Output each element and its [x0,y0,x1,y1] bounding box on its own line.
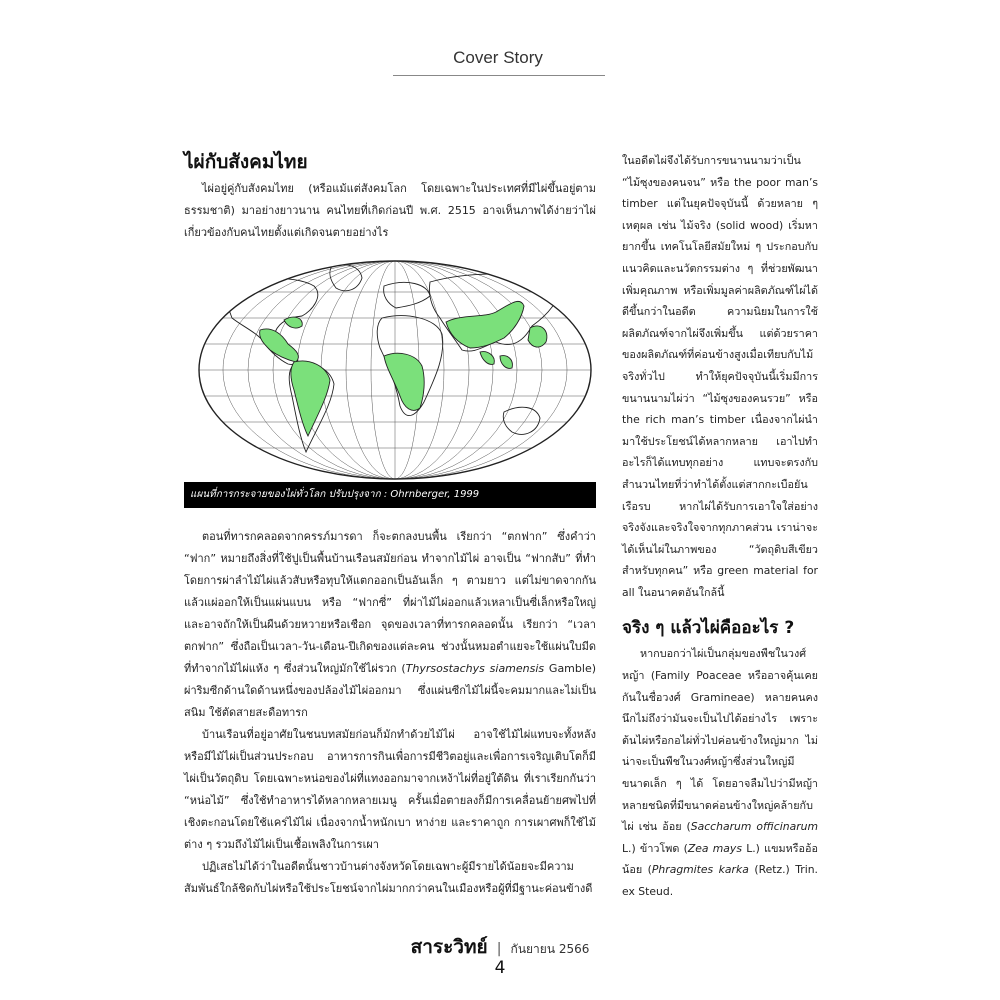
species-name: Zea mays [687,841,742,855]
section-rule [393,75,605,76]
species-name: Saccharum officinarum [690,820,818,834]
section-label: Cover Story [453,48,543,67]
intro-paragraph: ไผ่อยู่คู่กับสังคมไทย (หรือแม้แต่สังคมโลก โดยเฉพาะในประเทศที่มีไผ่ขึ้นอยู่ตามธรรมชาติ) มาอย่างยาวนาน คนไทยที่เกิดก่อนปี พ.ศ. 2515 อาจเห็นภาพได้ง่ายว่าไผ่เกี่ยวข้องกับคนไทยตั้งแต่เกิดจนตายอย่างไร [184,182,596,239]
map-caption: แผนที่การกระจายของไผ่ทั่วโลก ปรับปรุงจาก : Ohrnberger, 1999 [184,482,596,508]
footer-separator: | [496,941,502,957]
paragraph-grass-family: หากบอกว่าไผ่เป็นกลุ่มของพืชในวงศ์หญ้า (Family Poaceae หรืออาจคุ้นเคยกันในชื่อวงศ์ Gramineae) หลายคนคงนึกไม่ถึงว่ามันจะเป็นไปได้อย่างไร เพราะต้นไผ่หรือกอไผ่ทั่วไปค่อนข้างใหญ่มาก ไม่น่าจะเป็นพืชในวงศ์หญ้าซึ่งส่วนใหญ่มีขนาดเล็ก ๆ ได้ โดยอาจลืมไปว่ามีหญ้าหลายชนิดที่มีขนาดค่อนข้างใหญ่คล้ายกับไผ่ เช่น อ้อย (Saccharum officinarum L.) ข้าวโพด (Zea mays L.) แขมหรืออ้อน้อย (Phragmites karka (Retz.) Trin. ex Steud. [622,647,818,898]
left-column [184,150,596,900]
paragraph-birth: ตอนที่ทารกคลอดจากครรภ์มารดา ก็จะตกลงบนพื้น เรียกว่า “ตกฟาก” ซึ่งคำว่า “ฟาก” หมายถึงสิ่งที่ใช้ปูเป็นพื้นบ้านเรือนสมัยก่อน ทำจากไม้ไผ่ อาจเป็น “ฟากสับ” ที่ทำโดยการผ่าลำไม้ไผ่แล้วสับหรือทุบให้แตกออกเป็นอันเล็ก ๆ ตามยาว แต่ไม่ขาดจากกัน แล้วแผ่ออกให้เป็นแผ่นแบน หรือ “ฟากซี่” ที่ผ่าไม้ไผ่ออกแล้วเหลาเป็นซี่เล็กหรือใหญ่ และอาจถักให้เป็นผืนด้วยหวายหรือเชือก จุดของเวลาที่ทารกคลอดนั้น เรียกว่า “เวลาตกฟาก” ซึ่งถือเป็นเวลา-วัน-เดือน-ปีเกิดของแต่ละคน ช่วงนั้นหมอตำแยจะใช้แผ่นใบมีดที่ทำจากไม้ไผ่แห้ง ๆ ซึ่งส่วนใหญ่มักใช้ไผ่รวก (Thyrsostachys siamensis Gamble) ผ่าริมซีกด้านใดด้านหนึ่งของปล้องไม้ไผ่ออกมา ซึ่งแผ่นซีกไม้ไผ่นี้จะคมมากและไม่เป็นสนิม ใช้ตัดสายสะดือทารก [184,530,596,719]
world-map-figure [184,256,596,482]
paragraph-life: บ้านเรือนที่อยู่อาศัยในชนบทสมัยก่อนก็มักทำด้วยไม้ไผ่ อาจใช้ไม้ไผ่แทบจะทั้งหลังหรือมีไม้ไผ่เป็นส่วนประกอบ อาหารการกินเพื่อการมีชีวิตอยู่และเพื่อการเจริญเติบโตก็มีไผ่เป็นวัตถุดิบ โดยเฉพาะหน่อของไผ่ที่แทงออกมาจากเหง้าไผ่ที่อยู่ใต้ดิน ที่เราเรียกกันว่า “หน่อไม้” ซึ่งใช้ทำอาหารได้หลากหลายเมนู ครั้นเมื่อตายลงก็มีการเคลื่อนย้ายศพไปที่เชิงตะกอนโดยใช้แคร่ไม้ไผ่ เนื่องจากน้ำหนักเบา หาง่าย และราคาถูก การเผาศพก็ใช้ไม้ต่าง ๆ รวมถึงไม้ไผ่เป็นเชื้อเพลิงในการเผา [184,728,596,851]
right-column [622,150,818,903]
page-number: 4 [494,958,506,978]
species-name: Phragmites karka [651,863,749,877]
bamboo-distribution-map [184,256,596,482]
species-name: Thyrsostachys siamensis [405,662,545,675]
article-title: ไผ่กับสังคมไทย [184,151,308,173]
section-heading: จริง ๆ แล้วไผ่คืออะไร ? [622,618,795,639]
paragraph-rural: ปฏิเสธไม่ได้ว่าในอดีตนั้นชาวบ้านต่างจังหวัดโดยเฉพาะผู้มีรายได้น้อยจะมีความสัมพันธ์ใกล้ชิดกับไผ่หรือใช้ประโยชน์จากไผ่มากกว่าคนในเมืองหรือผู้ที่มีฐานะค่อนข้างดี [184,860,593,895]
magazine-name: สาระวิทย์ [410,936,488,958]
paragraph-timber: ในอดีตไผ่จึงได้รับการขนานนามว่าเป็น “ไม้ซุงของคนจน” หรือ the poor man’s timber แต่ในยุคปัจจุบันนี้ ด้วยหลาย ๆ เหตุผล เช่น ไม้จริง (solid wood) เริ่มหายากขึ้น เทคโนโลยีสมัยใหม่ ๆ ประกอบกับแนวคิดและนวัตกรรมต่าง ๆ ที่ช่วยพัฒนาเพิ่มคุณภาพ หรือเพิ่มมูลค่าผลิตภัณฑ์ไผ่ได้ดีขึ้นกว่าในอดีต ความนิยมในการใช้ผลิตภัณฑ์จากไผ่จึงเพิ่มขึ้น แต่ด้วยราคาของผลิตภัณฑ์ที่ค่อนข้างสูงเมื่อเทียบกับไม้จริงทั่วไป ทำให้ยุคปัจจุบันนี้เริ่มมีการขนานนามไผ่ว่า “ไม้ซุงของคนรวย” หรือ the rich man’s timber เนื่องจากไผ่นำมาใช้ประโยชน์ได้หลากหลาย เอาไปทำอะไรก็ได้แทบทุกอย่าง แทบจะตรงกับสำนวนไทยที่ว่าทำได้ตั้งแต่สากกะเบือยันเรือรบ หากไผ่ได้รับการเอาใจใส่อย่างจริงจังและจริงใจจากทุกภาคส่วน เราน่าจะได้เห็นไผ่ในภาพของ “วัตถุดิบสีเขียวสำหรับทุกคน” หรือ green material for all ในอนาคตอันใกล้นี้ [622,154,818,599]
issue-date: กันยายน 2566 [510,942,590,956]
